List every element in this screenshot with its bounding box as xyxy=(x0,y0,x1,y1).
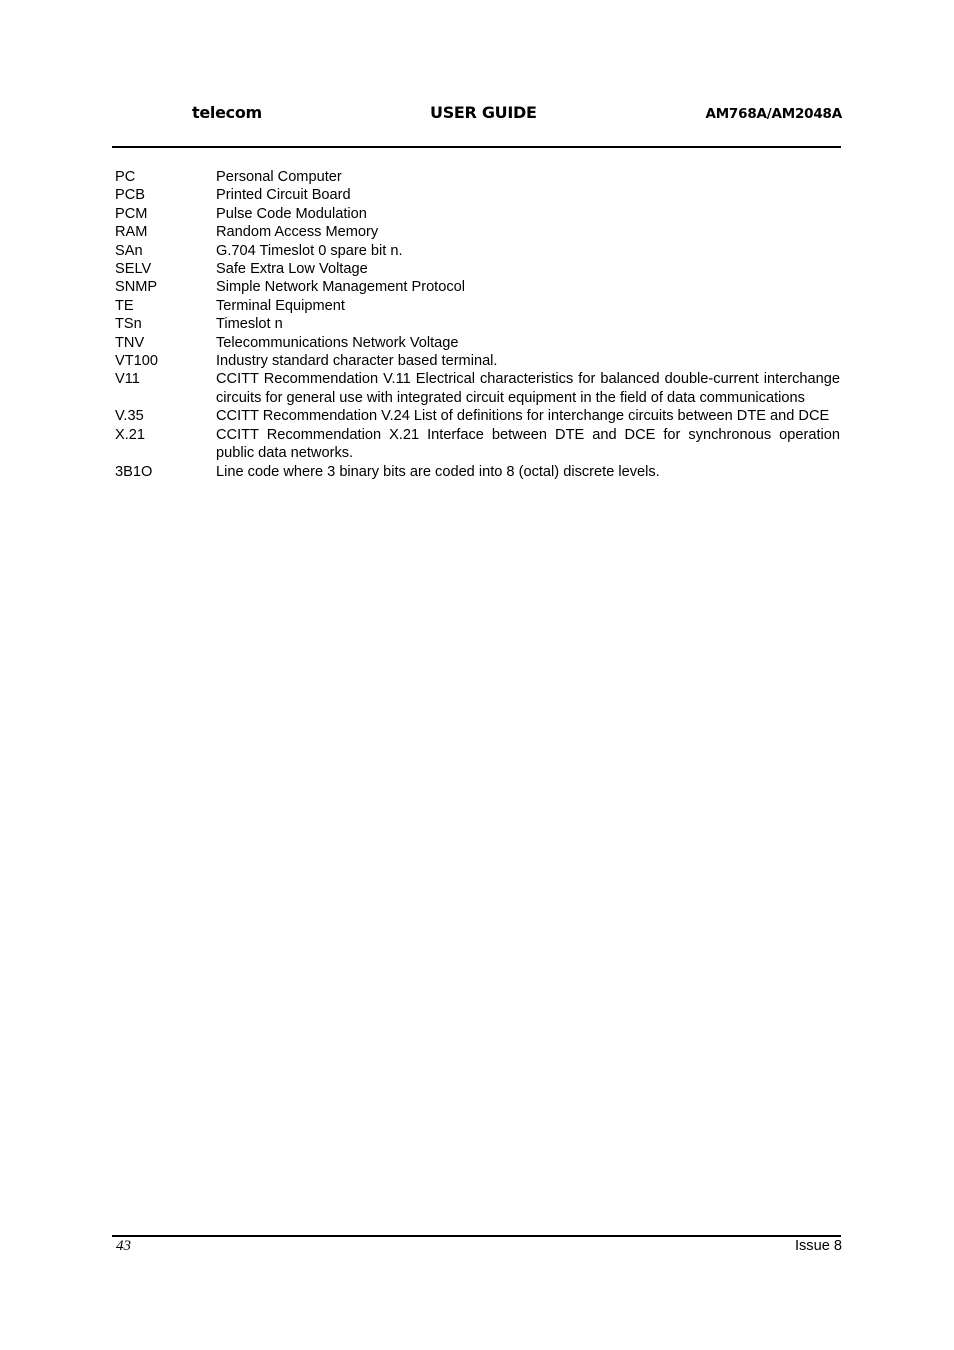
glossary-list xyxy=(115,168,840,481)
header-rule xyxy=(112,146,841,148)
glossary-row xyxy=(115,463,840,481)
glossary-definition: CCITT Recommendation X.21 Interface between DTE and DCE for synchronous operation public data networks. xyxy=(216,426,840,462)
glossary-definition: Industry standard character based terminal. xyxy=(216,353,498,370)
glossary-abbr: RAM xyxy=(115,224,148,241)
glossary-abbr: X.21 xyxy=(115,426,146,443)
glossary-abbr: TSn xyxy=(115,316,142,333)
glossary-definition: Pulse Code Modulation xyxy=(216,205,367,222)
header-model: AM768A/AM2048A xyxy=(705,106,842,122)
glossary-abbr: PC xyxy=(115,169,136,185)
glossary-row xyxy=(115,186,840,204)
glossary-abbr: SAn xyxy=(115,242,143,259)
header-title: USER GUIDE xyxy=(430,103,537,122)
glossary-definition: Printed Circuit Board xyxy=(216,187,351,204)
glossary-row xyxy=(115,278,840,296)
glossary-abbr: V11 xyxy=(115,371,140,388)
glossary-definition: Simple Network Management Protocol xyxy=(216,279,466,296)
glossary-row xyxy=(115,370,840,407)
page-number: 43 xyxy=(116,1238,131,1254)
glossary-row xyxy=(115,297,840,315)
glossary-abbr: TE xyxy=(115,297,134,314)
glossary-row xyxy=(115,334,840,352)
glossary-row xyxy=(115,352,840,370)
glossary-abbr: 3B1O xyxy=(115,463,153,480)
glossary-abbr: PCB xyxy=(115,187,146,204)
glossary-row xyxy=(115,260,840,278)
glossary-row xyxy=(115,407,840,425)
glossary-row xyxy=(115,168,840,186)
glossary-row xyxy=(115,205,840,223)
glossary-definition: Random Access Memory xyxy=(216,224,379,241)
glossary-definition: Timeslot n xyxy=(216,316,283,333)
glossary-abbr: PCM xyxy=(115,205,148,222)
glossary-row xyxy=(115,315,840,333)
glossary-row xyxy=(115,426,840,463)
page-header xyxy=(112,100,842,130)
glossary-definition: Personal Computer xyxy=(216,169,342,185)
glossary-row xyxy=(115,242,840,260)
glossary-abbr: SNMP xyxy=(115,279,158,296)
glossary-definition: G.704 Timeslot 0 spare bit n. xyxy=(216,242,403,259)
glossary-definition: Line code where 3 binary bits are coded into 8 (octal) discrete levels. xyxy=(216,463,660,480)
glossary-definition: Telecommunications Network Voltage xyxy=(216,334,459,351)
glossary-definition: CCITT Recommendation V.11 Electrical characteristics for balanced double-current interchange circuits for general use with integrated circuit equipment in the field of data communications xyxy=(216,371,840,406)
header-company: telecom xyxy=(192,103,262,122)
glossary-definition: Safe Extra Low Voltage xyxy=(216,261,368,278)
glossary-abbr: VT100 xyxy=(115,353,158,370)
issue-label: Issue 8 xyxy=(794,1238,842,1254)
glossary-definition: CCITT Recommendation V.24 List of definitions for interchange circuits between DTE and DCE xyxy=(216,408,830,425)
glossary-abbr: TNV xyxy=(115,334,145,351)
glossary-abbr: SELV xyxy=(115,261,152,278)
glossary-definition: Terminal Equipment xyxy=(216,297,345,314)
glossary-abbr: V.35 xyxy=(115,408,144,425)
glossary-row xyxy=(115,223,840,241)
footer-rule xyxy=(112,1235,841,1237)
